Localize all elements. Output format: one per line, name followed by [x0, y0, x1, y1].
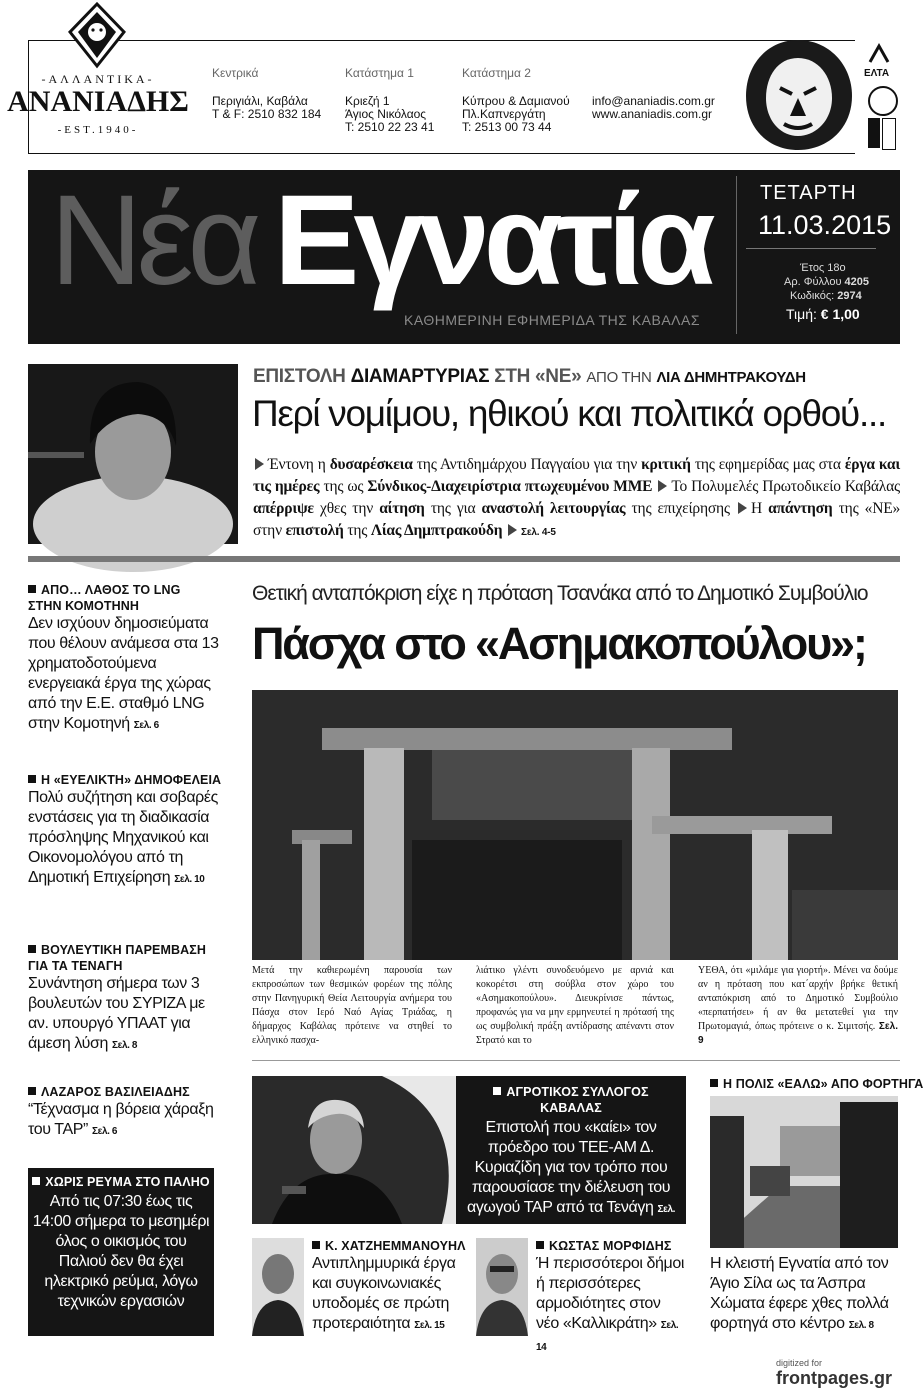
agro-box[interactable] [456, 1076, 686, 1237]
box-kicker [32, 1174, 210, 1190]
page-ref[interactable]: Σελ. 15 [414, 1320, 445, 1331]
box-text-body: Επιστολή που «καίει» τον πρόεδρο του ΤΕΕ-ΑΜ Δ. Κυριαζίδη για τον τρόπο που παρουσίασε την διέλευση του αγωγού ΤΑΡ από τα Τενάγη [466, 1119, 671, 1216]
item-text-body: Αντιπλημμυρικά έργα και συγκοινωνιακές υποδομές σε πρώτη προτεραιότητα [312, 1255, 456, 1332]
summary-text: της [347, 522, 368, 539]
top-kicker-5: ΛΙΑ ΔΗΜΗΤΡΑΚΟΥΔΗ [656, 369, 806, 386]
sidebar-text [28, 614, 224, 736]
box-kicker [464, 1084, 678, 1116]
square-bullet-icon [493, 1087, 501, 1095]
item-kicker [536, 1238, 686, 1254]
sidebar-text-body: Πολύ συζήτηση και σοβαρές ενστάσεις για τη διαδικασία πρόσληψης Μηχανικού και Οικονομολόγου από τη Δημοτική Επιχείρηση [28, 789, 218, 886]
price-line [786, 306, 860, 322]
masthead-egnatia: Εγνατία [274, 169, 710, 312]
sidebar-text-body: Δεν ισχύουν δημοσιεύματα που θέλουν ανάμεσα στα 13 χρηματοδοτούμενα ενεργειακά έργα της χώρας από την Ε.Ε. σταθμό LNG στην Κομοτηνή [28, 615, 219, 732]
sidebar-kicker [28, 1084, 224, 1100]
summary-text: Η [751, 500, 763, 517]
issue-year: Έτος 18ο [800, 262, 846, 274]
masthead-tagline: ΚΑΘΗΜΕΡΙΝΗ ΕΦΗΜΕΡΙΔΑ ΤΗΣ ΚΑΒΑΛΑΣ [404, 312, 701, 328]
morfidis-photo [476, 1238, 528, 1336]
issue-day: ΤΕΤΑΡΤΗ [760, 182, 857, 204]
summary-bold: απάντηση [768, 500, 833, 517]
postal-seal-icon [868, 86, 898, 116]
ad-col1-line1: Περιγιάλι, Καβάλα [212, 94, 308, 108]
summary-bold: Λίας Δημπτρακούδη [370, 522, 503, 539]
ad-col2-line2: Άγιος Νικόλαος [345, 107, 427, 121]
square-bullet-icon [28, 1087, 36, 1095]
summary-text: χθες την [320, 500, 374, 517]
sidebar-text [28, 974, 224, 1056]
sidebar-item-lng[interactable] [28, 582, 224, 736]
page-ref[interactable]: Σελ. 9 [698, 1021, 898, 1046]
summary-text: της Αντιδημάρχου Παγγαίου για την [416, 456, 638, 473]
box-text: Από τις 07:30 έως τις 14:00 σήμερα το μεσημέρι όλος ο οικισμός του Παλιού δεν θα έχει ηλεκτρικό ρεύμα, λόγω τεχνικών εργασιών [32, 1193, 210, 1310]
item-text [710, 1254, 900, 1336]
main-story-col2: λιάτικο γλέντι συνοδευόμενο με αρνιά και κοκορέτσι στη σούβλα στον χώρο του «Ασημακοπούλου». Διευκρίνισε πάντως, προφανώς για να μην ερμηνευτεί η πρότασή της ως συμβολική πράξη αντίδρασης απέναντι στον Στρατό και το [476, 965, 674, 1046]
ad-col3-line3: T: 2513 00 73 44 [462, 120, 552, 134]
elta-logo-icon [866, 42, 892, 68]
chatz-item[interactable] [312, 1238, 470, 1336]
sidebar-kicker [28, 772, 224, 788]
box-text [464, 1118, 678, 1242]
date-underline [746, 248, 876, 249]
arrow-icon [508, 524, 517, 536]
price-label: Τιμή: [786, 306, 817, 322]
item-kicker [710, 1076, 923, 1092]
issue-code-line [790, 290, 862, 302]
kicker-text: ΚΩΣΤΑΣ ΜΟΡΦΙΔΗΣ [549, 1239, 672, 1253]
main-story-headline[interactable]: Πάσχα στο «Ασημακοπούλου»; [252, 618, 866, 669]
postal-stamp-icon [868, 118, 880, 148]
issue-code: 2974 [837, 290, 862, 302]
digitized-label: digitized for [776, 1358, 823, 1368]
sidebar-text [28, 788, 224, 890]
page-ref[interactable]: Σελ. 4-5 [521, 527, 556, 538]
sidebar-kicker [28, 582, 224, 598]
kicker-text: ΑΠΟ… ΛΑΘΟΣ ΤΟ LNG [41, 583, 181, 597]
main-story-kicker: Θετική ανταπόκριση είχε η πρόταση Τσανάκα από το Δημοτικό Συμβούλιο [252, 582, 868, 605]
postal-stamp-icon-2 [882, 118, 896, 150]
top-story-summary [253, 454, 900, 544]
ad-col1-title: Κεντρικά [212, 66, 259, 80]
kicker-text: Η ΠΟΛΙΣ «ΕΑΛΩ» ΑΠΟ ΦΟΡΤΗΓΑ [723, 1077, 923, 1091]
item-text [536, 1254, 686, 1358]
summary-text: Έντονη η [268, 456, 326, 473]
main-story-col1: Μετά την καθιερωμένη παρουσία των εκπροσώπων των θεσμικών φορέων της πόλης στην Πανηγυρική Θεία Λειτουργία ανήμερα του Πάσχα στον Ιερό Ναό Αγίας Τριάδας, η δήμαρχος Καβάλας πρότεινε να στηθεί το ελληνικό πασχα- [252, 965, 452, 1046]
sidebar-text [28, 1100, 224, 1142]
kicker-text: Η «ΕΥΕΛΙΚΤΗ» ΔΗΜΟΦΕΛΕΙΑ [41, 773, 222, 787]
frontpages-link[interactable]: frontpages.gr [776, 1368, 893, 1388]
sidebar-kicker-2: ΣΤΗΝ ΚΟΜΟΤΗΝΗ [28, 599, 139, 613]
price-value: € 1,00 [820, 306, 860, 322]
summary-bold: αναστολή λειτουργίας [481, 500, 626, 517]
square-bullet-icon [28, 775, 36, 783]
page-ref[interactable]: Σελ. 13 [565, 1204, 675, 1237]
summary-bold: απέρριψε [253, 500, 314, 517]
issue-number-line [784, 276, 869, 288]
sidebar-text-body: Συνάντηση σήμερα των 3 βουλευτών του ΣΥΡΙΖΑ με αν. υπουργό ΥΠΑΑΤ για άμεση λύση [28, 975, 205, 1052]
sidebar-kicker [28, 942, 224, 958]
sidebar-box-power-cut[interactable] [28, 1168, 214, 1336]
page-ref[interactable]: Σελ. 6 [133, 720, 159, 731]
ad-email-link[interactable]: info@ananiadis.com.gr [592, 94, 715, 108]
top-story-photo [28, 364, 238, 544]
ad-col1-line2: T & F: 2510 832 184 [212, 107, 322, 121]
sidebar-item-dimofeleia[interactable] [28, 772, 224, 890]
sidebar-item-tenagi[interactable] [28, 942, 224, 1056]
summary-text: της για [430, 500, 476, 517]
trucks-photo [710, 1096, 898, 1248]
square-bullet-icon [312, 1241, 320, 1249]
square-bullet-icon [536, 1241, 544, 1249]
summary-text: της «ΝΕ» στην [253, 500, 901, 539]
issue-date: 11.03.2015 [758, 210, 892, 240]
chatz-photo [252, 1238, 304, 1336]
ad-logo-name: ΑΝΑΝΙΑΔΗΣ [7, 85, 189, 118]
ad-col2-line3: T: 2510 22 23 41 [345, 120, 435, 134]
item-text-body: Ή περισσότεροι δήμοι ή περισσότερες αρμοδιότητες στον νέο «Καλλικράτη» [536, 1255, 685, 1332]
summary-bold: αίτηση [379, 500, 425, 517]
summary-text: της επιχείρησης [631, 500, 730, 517]
page-ref[interactable]: Σελ. 10 [174, 874, 205, 885]
arrow-icon [658, 480, 667, 492]
item-text-body: Η κλειστή Εγνατία από τον Άγιο Σίλα ως τα Άσπρα Χώματα έφερε χθες πολλά φορτηγά στο κέντρο [710, 1255, 889, 1332]
top-kicker-3: ΣΤΗ «ΝΕ» [494, 366, 582, 387]
trucks-text-block [710, 1254, 900, 1336]
ad-banner [0, 0, 900, 160]
masthead-divider [736, 176, 737, 334]
col3-text: ΥΕΘΑ, ότι «μιλάμε για γιορτή». Μένει να δούμε αν η πρόταση που κατ΄αρχήν βρήκε θετική ανταπόκριση από το Δημοτικό Συμβούλιο «περπατήσει» ή αν θα μετατεθεί για την Πρωτομαγιά, όπως πρότεινε ο κ. Σιμιτσής. [698, 965, 898, 1032]
summary-bold: επιστολή [285, 522, 344, 539]
morfidis-item[interactable] [536, 1238, 686, 1358]
top-kicker-4: ΑΠΟ ΤΗΝ [586, 369, 652, 386]
summary-text: της ως [323, 478, 364, 495]
main-story-col3 [698, 964, 898, 1048]
item-text [312, 1254, 470, 1336]
ad-col3-title: Κατάστημα 2 [462, 66, 531, 80]
page-ref[interactable]: Σελ. 8 [112, 1040, 138, 1051]
summary-bold: Σύνδικος-Διαχειρίστρια πτωχευμένου ΜΜΕ [367, 478, 653, 495]
main-story-photo [252, 690, 898, 960]
square-bullet-icon [28, 945, 36, 953]
item-kicker [312, 1238, 470, 1254]
top-kicker-2: ΔΙΑΜΑΡΤΥΡΙΑΣ [350, 366, 490, 387]
square-bullet-icon [32, 1177, 40, 1185]
arrow-icon [738, 502, 747, 514]
sidebar-kicker-2: ΓΙΑ ΤΑ ΤΕΝΑΓΗ [28, 959, 123, 973]
arrow-icon [255, 458, 264, 470]
page-ref[interactable]: Σελ. 6 [92, 1126, 118, 1137]
sidebar-item-vasileiadis[interactable] [28, 1084, 224, 1142]
summary-bold: κριτική [641, 456, 691, 473]
ad-web-link[interactable]: www.ananiadis.com.gr [592, 107, 713, 121]
section-rule-2 [252, 1060, 900, 1061]
summary-bold: δυσαρέσκεια [329, 456, 413, 473]
agro-photo [252, 1076, 470, 1224]
square-bullet-icon [28, 585, 36, 593]
kicker-text: ΒΟΥΛΕΥΤΙΚΗ ΠΑΡΕΜΒΑΣΗ [41, 943, 206, 957]
kicker-text: ΛΑΖΑΡΟΣ ΒΑΣΙΛΕΙΑΔΗΣ [41, 1085, 190, 1099]
square-bullet-icon [710, 1079, 718, 1087]
ad-logo-est: -EST.1940- [57, 124, 139, 136]
page-ref[interactable]: Σελ. 8 [848, 1320, 874, 1331]
ad-col2-title: Κατάστημα 1 [345, 66, 414, 80]
top-kicker-1: ΕΠΙΣΤΟΛΗ [253, 366, 346, 387]
issue-code-label: Κωδικός: [790, 290, 835, 302]
ad-logo-top: -ΑΛΛΑΝΤΙΚΑ- [41, 72, 155, 86]
top-story-kicker [253, 366, 806, 388]
elta-label: ΕΛΤΑ [864, 68, 890, 79]
section-rule [28, 556, 900, 562]
issue-number: 4205 [844, 276, 870, 288]
ad-col3-line2: Πλ.Καπνεργάτη [462, 107, 546, 121]
ad-col2-line1: Κριεζή 1 [345, 94, 390, 108]
sidebar-text-body: “Τέχνασμα η βόρεια χάραξη του ΤΑΡ” [28, 1101, 214, 1138]
kicker-text: Κ. ΧΑΤΖΗΕΜΜΑΝΟΥΗΛ [325, 1239, 466, 1253]
trucks-item[interactable] [710, 1076, 923, 1092]
top-story-headline[interactable]: Περί νομίμου, ηθικού και πολιτικά ορθού... [252, 393, 886, 434]
ad-col3-line1: Κύπρου & Δαμιανού [462, 94, 570, 108]
kicker-text: ΧΩΡΙΣ ΡΕΥΜΑ ΣΤΟ ΠΑΛΗΟ [45, 1175, 210, 1189]
summary-bold: έργα και τις ημέρες [253, 456, 900, 495]
issue-number-label: Αρ. Φύλλου [784, 276, 842, 288]
summary-text: Το Πολυμελές Πρωτοδικείο Καβάλας [671, 478, 900, 495]
lion-illustration-icon [740, 36, 856, 152]
summary-text: της εφημερίδας μας στα [694, 456, 841, 473]
lion-crest-icon [66, 2, 128, 68]
masthead-nea: Νέα [50, 169, 256, 312]
kicker-text: ΑΓΡΟΤΙΚΟΣ ΣΥΛΛΟΓΟΣ ΚΑΒΑΛΑΣ [506, 1085, 649, 1115]
page-ref[interactable]: Σελ. 14 [536, 1320, 679, 1353]
